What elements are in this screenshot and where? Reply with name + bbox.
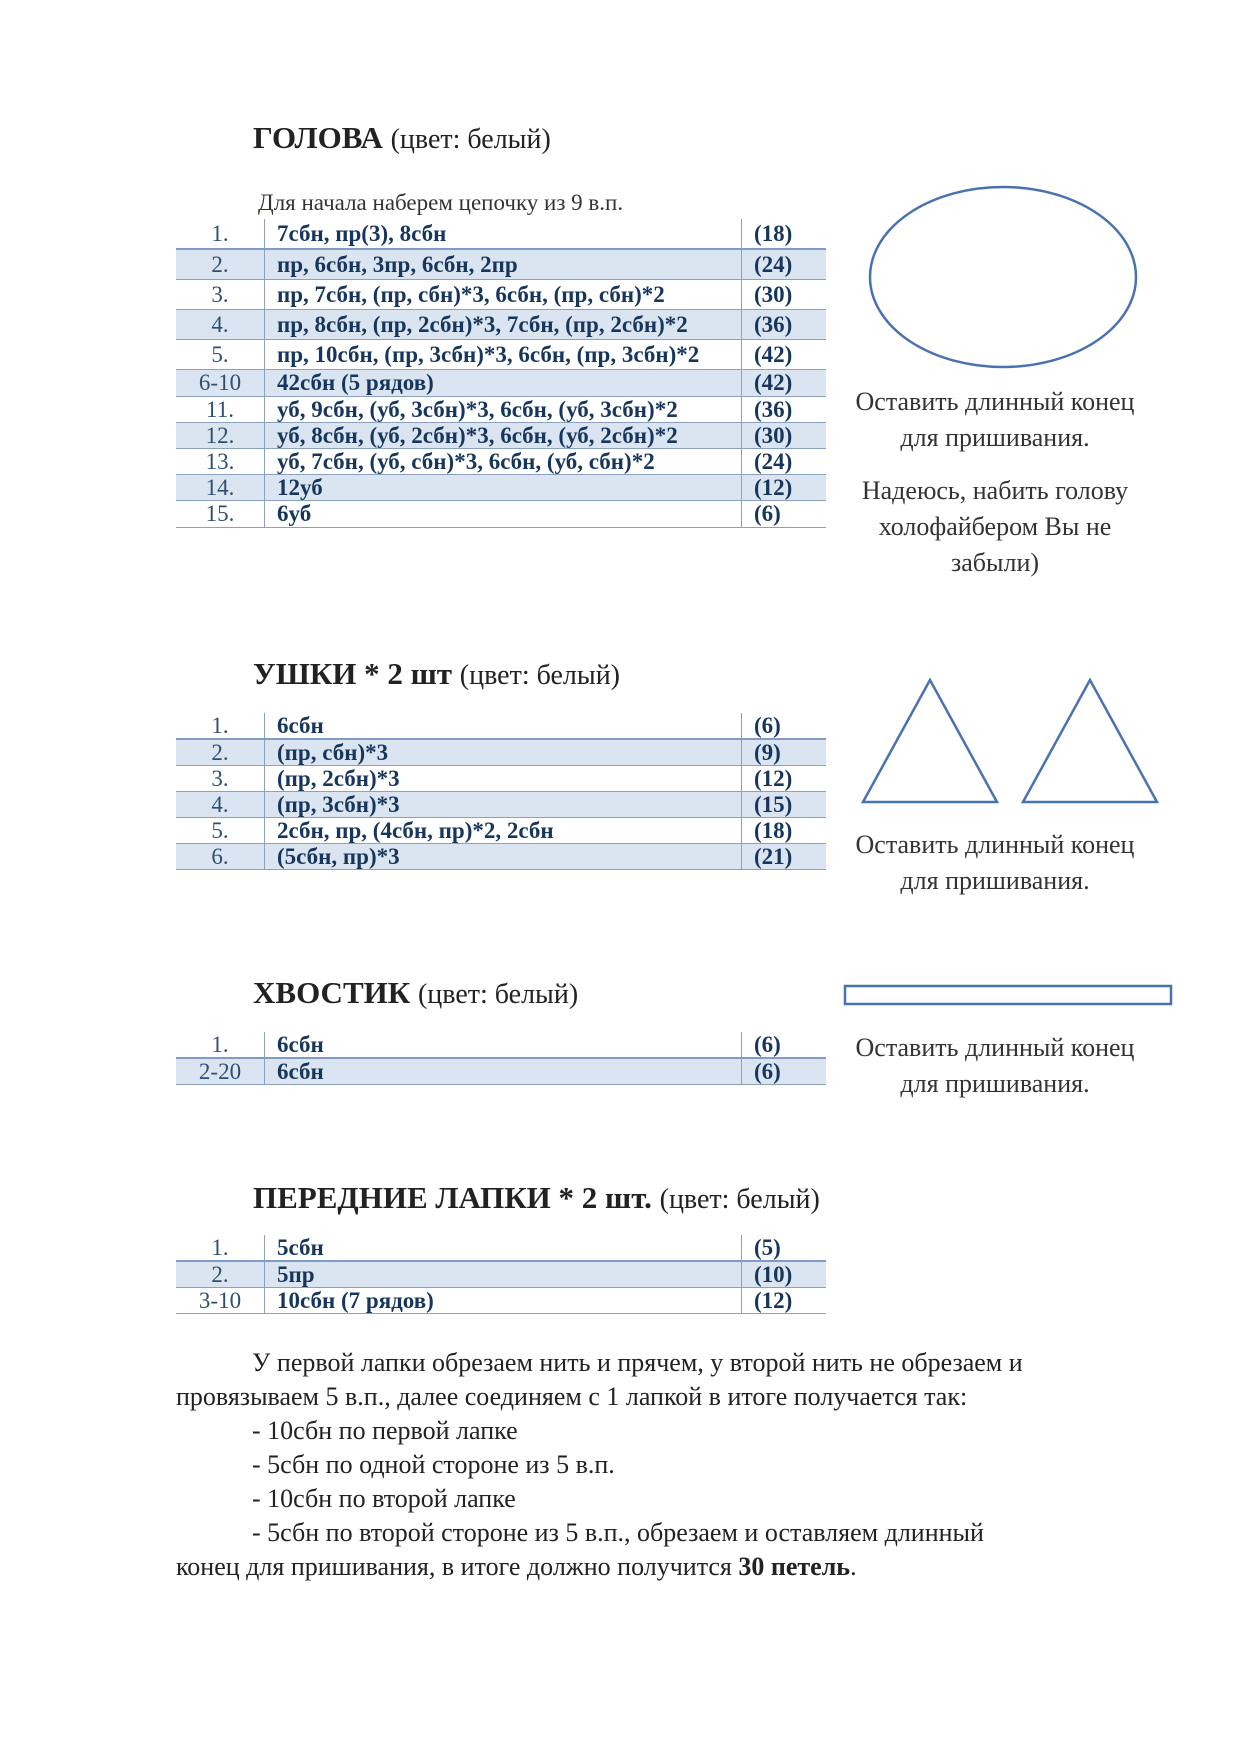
- tail-rectangle: [845, 986, 1171, 1004]
- row-number: 2-20: [176, 1058, 265, 1084]
- pattern-row: [176, 817, 826, 843]
- paws-end-dot: .: [850, 1552, 857, 1581]
- row-stitch-count: (12): [742, 474, 827, 500]
- row-stitch-count: (24): [742, 249, 827, 279]
- pattern-row: [176, 249, 826, 279]
- row-instruction: 6сбн: [265, 1058, 742, 1084]
- row-number: 12.: [176, 422, 265, 448]
- head-pattern-table: [176, 219, 826, 528]
- pattern-row: [176, 765, 826, 791]
- row-instruction: уб, 9сбн, (уб, 3сбн)*3, 6сбн, (уб, 3сбн)*2: [277, 396, 678, 422]
- row-stitch-count: (24): [742, 448, 827, 474]
- pattern-row: [176, 369, 826, 396]
- row-instruction: (пр, 3сбн)*3: [265, 791, 742, 817]
- pattern-row: [176, 396, 826, 422]
- paws-total-stitches: 30 петель: [738, 1552, 851, 1581]
- row-number: 2.: [176, 1261, 265, 1287]
- row-instruction: 10сбн (7 рядов): [277, 1287, 434, 1313]
- row-instruction: (пр, 2сбн)*3: [277, 765, 400, 791]
- ears-pattern-table: [176, 713, 826, 870]
- row-instruction: (5сбн, пр)*3: [265, 843, 742, 869]
- row-instruction: 5сбн: [277, 1235, 324, 1260]
- row-instruction: пр, 6сбн, 3пр, 6сбн, 2пр: [265, 249, 742, 279]
- row-number: 4.: [176, 309, 265, 339]
- paws-step-4: - 5сбн по второй стороне из 5 в.п., обрезаем и оставляем длинный: [252, 1518, 984, 1547]
- row-instruction: 7сбн, пр(3), 8сбн: [277, 221, 447, 246]
- row-number: 13.: [176, 448, 265, 474]
- row-stitch-count: (21): [742, 843, 827, 869]
- row-instruction: 6сбн: [277, 1032, 324, 1057]
- row-stitch-count: (10): [742, 1261, 827, 1287]
- row-instruction: 2сбн, пр, (4сбн, пр)*2, 2сбн: [277, 817, 554, 843]
- row-stitch-count: (12): [742, 1287, 827, 1313]
- head-note-stuffing: Надеюсь, набить голову холофайбером Вы не забыли): [861, 476, 1129, 577]
- row-instruction: 12уб: [265, 474, 742, 500]
- row-stitch-count: (36): [742, 309, 827, 339]
- paws-intro-text: У первой лапки обрезаем нить и прячем, у второй нить не обрезаем и провязываем 5 в.п., далее соединяем с 1 лапкой в итоге получается так:: [176, 1348, 1023, 1411]
- row-stitch-count: (6): [742, 713, 827, 739]
- row-number: 11.: [176, 396, 265, 422]
- ears-title-main: УШКИ * 2 шт: [253, 656, 453, 691]
- paws-end-text: конец для пришивания, в итоге должно получится: [176, 1552, 732, 1581]
- paws-title-color: (цвет: белый): [659, 1184, 820, 1215]
- row-number: 3.: [176, 765, 265, 791]
- ear-triangle-left: [863, 680, 997, 802]
- head-intro: Для начала наберем цепочку из 9 в.п.: [258, 190, 624, 215]
- row-stitch-count: (18): [742, 219, 827, 249]
- pattern-row: [176, 339, 826, 369]
- tail-note-leave-end: Оставить длинный конец для пришивания.: [855, 1033, 1135, 1098]
- row-stitch-count: (42): [742, 369, 827, 396]
- pattern-row: [176, 422, 826, 448]
- pattern-row: [176, 474, 826, 500]
- head-title-main: ГОЛОВА: [253, 120, 383, 155]
- tail-rect-diagram: [844, 984, 1174, 1006]
- row-number: 5.: [176, 339, 265, 369]
- row-stitch-count: (5): [742, 1235, 827, 1261]
- pattern-row: [176, 739, 826, 765]
- row-number: 6-10: [176, 369, 265, 396]
- row-instruction: 6уб: [277, 501, 312, 526]
- paws-title-main: ПЕРЕДНИЕ ЛАПКИ * 2 шт.: [253, 1180, 652, 1215]
- row-instruction: пр, 7сбн, (пр, сбн)*3, 6сбн, (пр, сбн)*2: [277, 281, 665, 307]
- ear-triangle-right: [1023, 680, 1157, 802]
- row-instruction: уб, 7сбн, (уб, сбн)*3, 6сбн, (уб, сбн)*2: [277, 448, 655, 474]
- pattern-row: [176, 1032, 826, 1058]
- row-stitch-count: (6): [742, 1058, 827, 1084]
- row-number: 3.: [176, 279, 265, 309]
- row-stitch-count: (30): [742, 279, 827, 309]
- paws-instructions: [176, 1346, 1136, 1584]
- row-number: 4.: [176, 791, 265, 817]
- row-instruction: пр, 10сбн, (пр, 3сбн)*3, 6сбн, (пр, 3сбн)*2: [277, 341, 700, 367]
- row-number: 14.: [176, 474, 265, 500]
- paws-step-1: - 10сбн по первой лапке: [252, 1416, 518, 1445]
- tail-title-color: (цвет: белый): [417, 979, 579, 1010]
- row-stitch-count: (9): [742, 739, 827, 765]
- head-note-leave-end: Оставить длинный конец для пришивания.: [855, 387, 1135, 452]
- row-stitch-count: (42): [742, 339, 827, 369]
- ears-note-leave-end: Оставить длинный конец для пришивания.: [855, 830, 1135, 895]
- row-stitch-count: (15): [742, 791, 827, 817]
- pattern-row: [176, 279, 826, 309]
- pattern-row: [176, 309, 826, 339]
- head-oval-diagram: [868, 185, 1138, 370]
- row-stitch-count: (12): [742, 765, 827, 791]
- row-instruction: 6сбн: [277, 713, 324, 738]
- pattern-row: [176, 219, 826, 249]
- row-stitch-count: (30): [742, 422, 827, 448]
- paws-step-2: - 5сбн по одной стороне из 5 в.п.: [252, 1450, 615, 1479]
- row-stitch-count: (6): [742, 1032, 827, 1058]
- paws-step-3: - 10сбн по второй лапке: [252, 1484, 516, 1513]
- head-title: [253, 120, 551, 156]
- ears-triangle-diagram: [860, 677, 1160, 807]
- row-stitch-count: (36): [742, 396, 827, 422]
- paws-pattern-table: [176, 1235, 826, 1314]
- tail-title: [253, 975, 578, 1011]
- pattern-row: [176, 1058, 826, 1084]
- pattern-row: [176, 843, 826, 869]
- row-instruction: пр, 8сбн, (пр, 2сбн)*3, 7сбн, (пр, 2сбн)*2: [265, 309, 742, 339]
- head-title-color: (цвет: белый): [390, 124, 551, 155]
- row-number: 1.: [176, 219, 265, 249]
- ears-title-color: (цвет: белый): [459, 660, 621, 691]
- row-number: 1.: [176, 1235, 265, 1261]
- row-number: 15.: [176, 500, 265, 527]
- row-number: 2.: [176, 739, 265, 765]
- row-instruction: 42сбн (5 рядов): [265, 369, 742, 396]
- head-oval: [870, 187, 1136, 367]
- row-instruction: 5пр: [265, 1261, 742, 1287]
- row-number: 1.: [176, 713, 265, 739]
- tail-title-main: ХВОСТИК: [253, 975, 411, 1010]
- tail-pattern-table: [176, 1032, 826, 1085]
- row-number: 1.: [176, 1032, 265, 1058]
- ears-title: [253, 656, 620, 692]
- row-stitch-count: (6): [742, 500, 827, 527]
- pattern-row: [176, 448, 826, 474]
- pattern-row: [176, 500, 826, 527]
- pattern-row: [176, 1261, 826, 1287]
- row-number: 6.: [176, 843, 265, 869]
- pattern-row: [176, 713, 826, 739]
- row-stitch-count: (18): [742, 817, 827, 843]
- pattern-row: [176, 1287, 826, 1313]
- row-instruction: (пр, сбн)*3: [265, 739, 742, 765]
- paws-title: [253, 1180, 820, 1216]
- row-number: 5.: [176, 817, 265, 843]
- pattern-row: [176, 791, 826, 817]
- pattern-row: [176, 1235, 826, 1261]
- row-number: 3-10: [176, 1287, 265, 1313]
- row-instruction: уб, 8сбн, (уб, 2сбн)*3, 6сбн, (уб, 2сбн)*2: [265, 422, 742, 448]
- row-number: 2.: [176, 249, 265, 279]
